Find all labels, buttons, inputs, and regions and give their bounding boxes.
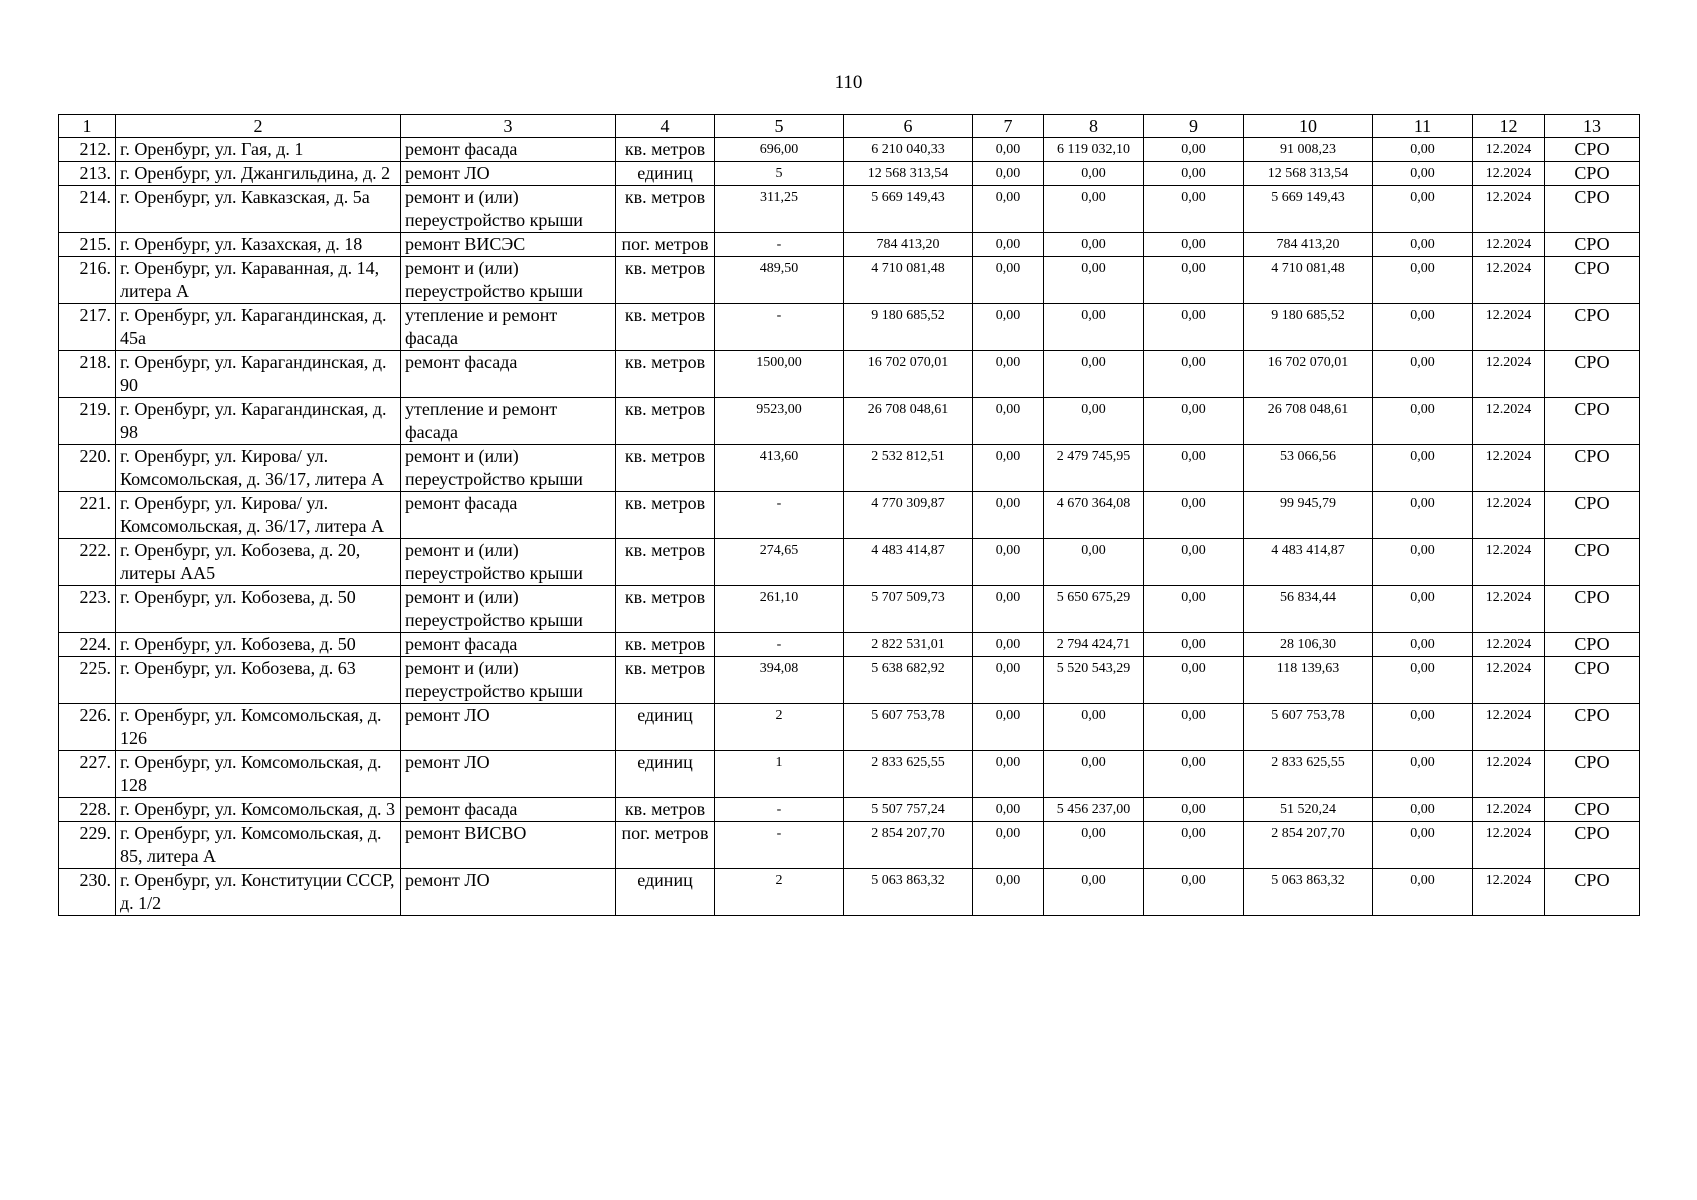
total-cost-cell: 6 210 040,33 [844, 138, 973, 162]
value-cell-col8: 0,00 [1044, 233, 1144, 257]
value-cell-col9: 0,00 [1144, 492, 1244, 539]
unit-cell: кв. метров [616, 398, 715, 445]
total-cost-cell: 4 770 309,87 [844, 492, 973, 539]
value-cell-col7: 0,00 [973, 657, 1044, 704]
value-cell-col11: 0,00 [1373, 233, 1473, 257]
value-cell-col11: 0,00 [1373, 162, 1473, 186]
value-cell-col10: 5 063 863,32 [1244, 869, 1373, 916]
volume-cell: 1 [715, 751, 844, 798]
volume-cell: 696,00 [715, 138, 844, 162]
table-row [59, 445, 1640, 492]
volume-cell: 311,25 [715, 186, 844, 233]
value-cell-col8: 6 119 032,10 [1044, 138, 1144, 162]
value-cell-col10: 53 066,56 [1244, 445, 1373, 492]
work-type-cell: утепление и ремонт фасада [401, 304, 616, 351]
source-cell: СРО [1545, 539, 1640, 586]
work-type-cell: ремонт и (или) переустройство крыши [401, 445, 616, 492]
address-cell: г. Оренбург, ул. Караванная, д. 14, литера А [116, 257, 401, 304]
address-cell: г. Оренбург, ул. Карагандинская, д. 90 [116, 351, 401, 398]
value-cell-col8: 0,00 [1044, 351, 1144, 398]
row-number: 224. [59, 633, 116, 657]
address-cell: г. Оренбург, ул. Джангильдина, д. 2 [116, 162, 401, 186]
value-cell-col10: 12 568 313,54 [1244, 162, 1373, 186]
work-type-cell: ремонт ВИСЭС [401, 233, 616, 257]
source-cell: СРО [1545, 162, 1640, 186]
total-cost-cell: 16 702 070,01 [844, 351, 973, 398]
row-number: 213. [59, 162, 116, 186]
volume-cell: 413,60 [715, 445, 844, 492]
volume-cell: 261,10 [715, 586, 844, 633]
address-cell: г. Оренбург, ул. Комсомольская, д. 3 [116, 798, 401, 822]
work-type-cell: ремонт и (или) переустройство крыши [401, 186, 616, 233]
column-header: 11 [1373, 115, 1473, 138]
value-cell-col8: 2 479 745,95 [1044, 445, 1144, 492]
value-cell-col10: 5 607 753,78 [1244, 704, 1373, 751]
column-header: 2 [116, 115, 401, 138]
table-row [59, 398, 1640, 445]
deadline-cell: 12.2024 [1473, 233, 1545, 257]
unit-cell: кв. метров [616, 657, 715, 704]
work-type-cell: ремонт фасада [401, 351, 616, 398]
work-type-cell: утепление и ремонт фасада [401, 398, 616, 445]
value-cell-col7: 0,00 [973, 704, 1044, 751]
table-row [59, 822, 1640, 869]
column-header: 6 [844, 115, 973, 138]
unit-cell: кв. метров [616, 798, 715, 822]
volume-cell: - [715, 492, 844, 539]
value-cell-col8: 0,00 [1044, 304, 1144, 351]
value-cell-col8: 0,00 [1044, 869, 1144, 916]
value-cell-col9: 0,00 [1144, 657, 1244, 704]
deadline-cell: 12.2024 [1473, 162, 1545, 186]
row-number: 227. [59, 751, 116, 798]
volume-cell: 489,50 [715, 257, 844, 304]
table-row [59, 751, 1640, 798]
value-cell-col8: 4 670 364,08 [1044, 492, 1144, 539]
value-cell-col8: 0,00 [1044, 186, 1144, 233]
value-cell-col10: 99 945,79 [1244, 492, 1373, 539]
unit-cell: кв. метров [616, 445, 715, 492]
value-cell-col11: 0,00 [1373, 657, 1473, 704]
value-cell-col7: 0,00 [973, 233, 1044, 257]
value-cell-col10: 28 106,30 [1244, 633, 1373, 657]
value-cell-col9: 0,00 [1144, 304, 1244, 351]
column-header: 7 [973, 115, 1044, 138]
work-type-cell: ремонт ЛО [401, 751, 616, 798]
volume-cell: - [715, 822, 844, 869]
source-cell: СРО [1545, 704, 1640, 751]
column-header: 4 [616, 115, 715, 138]
value-cell-col9: 0,00 [1144, 822, 1244, 869]
value-cell-col10: 16 702 070,01 [1244, 351, 1373, 398]
value-cell-col9: 0,00 [1144, 398, 1244, 445]
source-cell: СРО [1545, 869, 1640, 916]
work-type-cell: ремонт и (или) переустройство крыши [401, 657, 616, 704]
deadline-cell: 12.2024 [1473, 869, 1545, 916]
value-cell-col8: 5 650 675,29 [1044, 586, 1144, 633]
value-cell-col10: 118 139,63 [1244, 657, 1373, 704]
value-cell-col10: 4 483 414,87 [1244, 539, 1373, 586]
work-type-cell: ремонт ЛО [401, 704, 616, 751]
value-cell-col10: 2 833 625,55 [1244, 751, 1373, 798]
column-header: 8 [1044, 115, 1144, 138]
value-cell-col11: 0,00 [1373, 492, 1473, 539]
address-cell: г. Оренбург, ул. Кобозева, д. 63 [116, 657, 401, 704]
table-row [59, 304, 1640, 351]
volume-cell: 9523,00 [715, 398, 844, 445]
value-cell-col7: 0,00 [973, 138, 1044, 162]
deadline-cell: 12.2024 [1473, 186, 1545, 233]
value-cell-col11: 0,00 [1373, 633, 1473, 657]
column-header: 13 [1545, 115, 1640, 138]
value-cell-col9: 0,00 [1144, 704, 1244, 751]
value-cell-col10: 2 854 207,70 [1244, 822, 1373, 869]
row-number: 215. [59, 233, 116, 257]
value-cell-col8: 0,00 [1044, 162, 1144, 186]
address-cell: г. Оренбург, ул. Комсомольская, д. 126 [116, 704, 401, 751]
deadline-cell: 12.2024 [1473, 351, 1545, 398]
total-cost-cell: 4 710 081,48 [844, 257, 973, 304]
value-cell-col11: 0,00 [1373, 257, 1473, 304]
row-number: 222. [59, 539, 116, 586]
total-cost-cell: 784 413,20 [844, 233, 973, 257]
value-cell-col9: 0,00 [1144, 351, 1244, 398]
work-type-cell: ремонт ВИСВО [401, 822, 616, 869]
unit-cell: единиц [616, 162, 715, 186]
deadline-cell: 12.2024 [1473, 822, 1545, 869]
value-cell-col11: 0,00 [1373, 539, 1473, 586]
work-type-cell: ремонт и (или) переустройство крыши [401, 257, 616, 304]
value-cell-col10: 51 520,24 [1244, 798, 1373, 822]
unit-cell: кв. метров [616, 186, 715, 233]
unit-cell: единиц [616, 704, 715, 751]
unit-cell: кв. метров [616, 351, 715, 398]
work-type-cell: ремонт фасада [401, 138, 616, 162]
deadline-cell: 12.2024 [1473, 445, 1545, 492]
row-number: 226. [59, 704, 116, 751]
total-cost-cell: 12 568 313,54 [844, 162, 973, 186]
total-cost-cell: 4 483 414,87 [844, 539, 973, 586]
value-cell-col11: 0,00 [1373, 586, 1473, 633]
table-row [59, 186, 1640, 233]
work-type-cell: ремонт фасада [401, 492, 616, 539]
value-cell-col11: 0,00 [1373, 138, 1473, 162]
row-number: 217. [59, 304, 116, 351]
unit-cell: единиц [616, 751, 715, 798]
value-cell-col7: 0,00 [973, 539, 1044, 586]
total-cost-cell: 2 822 531,01 [844, 633, 973, 657]
column-header: 12 [1473, 115, 1545, 138]
value-cell-col11: 0,00 [1373, 304, 1473, 351]
row-number: 229. [59, 822, 116, 869]
value-cell-col10: 784 413,20 [1244, 233, 1373, 257]
address-cell: г. Оренбург, ул. Кавказская, д. 5а [116, 186, 401, 233]
value-cell-col7: 0,00 [973, 633, 1044, 657]
address-cell: г. Оренбург, ул. Карагандинская, д. 98 [116, 398, 401, 445]
value-cell-col8: 0,00 [1044, 398, 1144, 445]
value-cell-col11: 0,00 [1373, 751, 1473, 798]
value-cell-col9: 0,00 [1144, 798, 1244, 822]
volume-cell: - [715, 633, 844, 657]
source-cell: СРО [1545, 492, 1640, 539]
address-cell: г. Оренбург, ул. Комсомольская, д. 128 [116, 751, 401, 798]
value-cell-col9: 0,00 [1144, 869, 1244, 916]
source-cell: СРО [1545, 751, 1640, 798]
source-cell: СРО [1545, 822, 1640, 869]
row-number: 219. [59, 398, 116, 445]
value-cell-col11: 0,00 [1373, 798, 1473, 822]
row-number: 228. [59, 798, 116, 822]
value-cell-col8: 0,00 [1044, 257, 1144, 304]
source-cell: СРО [1545, 304, 1640, 351]
work-type-cell: ремонт и (или) переустройство крыши [401, 539, 616, 586]
value-cell-col9: 0,00 [1144, 162, 1244, 186]
value-cell-col9: 0,00 [1144, 233, 1244, 257]
source-cell: СРО [1545, 233, 1640, 257]
value-cell-col10: 9 180 685,52 [1244, 304, 1373, 351]
total-cost-cell: 5 638 682,92 [844, 657, 973, 704]
deadline-cell: 12.2024 [1473, 492, 1545, 539]
unit-cell: кв. метров [616, 492, 715, 539]
unit-cell: кв. метров [616, 539, 715, 586]
total-cost-cell: 5 669 149,43 [844, 186, 973, 233]
value-cell-col8: 5 456 237,00 [1044, 798, 1144, 822]
address-cell: г. Оренбург, ул. Кобозева, д. 50 [116, 633, 401, 657]
value-cell-col9: 0,00 [1144, 445, 1244, 492]
value-cell-col10: 91 008,23 [1244, 138, 1373, 162]
column-header: 3 [401, 115, 616, 138]
total-cost-cell: 5 707 509,73 [844, 586, 973, 633]
total-cost-cell: 9 180 685,52 [844, 304, 973, 351]
source-cell: СРО [1545, 657, 1640, 704]
address-cell: г. Оренбург, ул. Комсомольская, д. 85, литера А [116, 822, 401, 869]
source-cell: СРО [1545, 186, 1640, 233]
column-header: 9 [1144, 115, 1244, 138]
value-cell-col10: 4 710 081,48 [1244, 257, 1373, 304]
row-number: 230. [59, 869, 116, 916]
row-number: 216. [59, 257, 116, 304]
table-row [59, 138, 1640, 162]
table-row [59, 586, 1640, 633]
table-row [59, 657, 1640, 704]
work-type-cell: ремонт фасада [401, 798, 616, 822]
value-cell-col8: 5 520 543,29 [1044, 657, 1144, 704]
header-row [59, 115, 1640, 138]
deadline-cell: 12.2024 [1473, 138, 1545, 162]
address-cell: г. Оренбург, ул. Казахская, д. 18 [116, 233, 401, 257]
table-row [59, 233, 1640, 257]
value-cell-col11: 0,00 [1373, 445, 1473, 492]
volume-cell: 274,65 [715, 539, 844, 586]
value-cell-col7: 0,00 [973, 798, 1044, 822]
unit-cell: единиц [616, 869, 715, 916]
address-cell: г. Оренбург, ул. Гая, д. 1 [116, 138, 401, 162]
column-header: 1 [59, 115, 116, 138]
value-cell-col8: 0,00 [1044, 539, 1144, 586]
row-number: 225. [59, 657, 116, 704]
page-number: 110 [834, 72, 863, 93]
value-cell-col11: 0,00 [1373, 704, 1473, 751]
column-header: 10 [1244, 115, 1373, 138]
deadline-cell: 12.2024 [1473, 539, 1545, 586]
table-row [59, 351, 1640, 398]
total-cost-cell: 2 854 207,70 [844, 822, 973, 869]
value-cell-col11: 0,00 [1373, 822, 1473, 869]
work-type-cell: ремонт ЛО [401, 869, 616, 916]
table-row [59, 704, 1640, 751]
value-cell-col9: 0,00 [1144, 751, 1244, 798]
value-cell-col7: 0,00 [973, 186, 1044, 233]
value-cell-col9: 0,00 [1144, 186, 1244, 233]
address-cell: г. Оренбург, ул. Кобозева, д. 20, литеры АА5 [116, 539, 401, 586]
unit-cell: кв. метров [616, 304, 715, 351]
total-cost-cell: 2 833 625,55 [844, 751, 973, 798]
deadline-cell: 12.2024 [1473, 586, 1545, 633]
volume-cell: 5 [715, 162, 844, 186]
total-cost-cell: 26 708 048,61 [844, 398, 973, 445]
deadline-cell: 12.2024 [1473, 751, 1545, 798]
work-type-cell: ремонт и (или) переустройство крыши [401, 586, 616, 633]
column-header: 5 [715, 115, 844, 138]
row-number: 218. [59, 351, 116, 398]
table-row [59, 633, 1640, 657]
row-number: 220. [59, 445, 116, 492]
value-cell-col9: 0,00 [1144, 586, 1244, 633]
value-cell-col7: 0,00 [973, 398, 1044, 445]
total-cost-cell: 5 607 753,78 [844, 704, 973, 751]
source-cell: СРО [1545, 398, 1640, 445]
value-cell-col10: 56 834,44 [1244, 586, 1373, 633]
deadline-cell: 12.2024 [1473, 798, 1545, 822]
value-cell-col7: 0,00 [973, 162, 1044, 186]
table-body [59, 138, 1640, 916]
unit-cell: пог. метров [616, 233, 715, 257]
value-cell-col7: 0,00 [973, 586, 1044, 633]
deadline-cell: 12.2024 [1473, 633, 1545, 657]
source-cell: СРО [1545, 138, 1640, 162]
source-cell: СРО [1545, 445, 1640, 492]
deadline-cell: 12.2024 [1473, 398, 1545, 445]
source-cell: СРО [1545, 351, 1640, 398]
volume-cell: 2 [715, 704, 844, 751]
work-type-cell: ремонт ЛО [401, 162, 616, 186]
unit-cell: кв. метров [616, 586, 715, 633]
deadline-cell: 12.2024 [1473, 704, 1545, 751]
deadline-cell: 12.2024 [1473, 257, 1545, 304]
value-cell-col11: 0,00 [1373, 186, 1473, 233]
table-row [59, 869, 1640, 916]
total-cost-cell: 5 063 863,32 [844, 869, 973, 916]
value-cell-col10: 26 708 048,61 [1244, 398, 1373, 445]
table-row [59, 492, 1640, 539]
value-cell-col7: 0,00 [973, 351, 1044, 398]
table-row [59, 162, 1640, 186]
value-cell-col7: 0,00 [973, 445, 1044, 492]
total-cost-cell: 2 532 812,51 [844, 445, 973, 492]
source-cell: СРО [1545, 633, 1640, 657]
value-cell-col7: 0,00 [973, 257, 1044, 304]
value-cell-col7: 0,00 [973, 822, 1044, 869]
table-row [59, 257, 1640, 304]
total-cost-cell: 5 507 757,24 [844, 798, 973, 822]
deadline-cell: 12.2024 [1473, 657, 1545, 704]
address-cell: г. Оренбург, ул. Кирова/ ул. Комсомольская, д. 36/17, литера А [116, 492, 401, 539]
value-cell-col8: 2 794 424,71 [1044, 633, 1144, 657]
row-number: 214. [59, 186, 116, 233]
volume-cell: - [715, 304, 844, 351]
value-cell-col7: 0,00 [973, 869, 1044, 916]
unit-cell: кв. метров [616, 257, 715, 304]
source-cell: СРО [1545, 257, 1640, 304]
value-cell-col8: 0,00 [1044, 822, 1144, 869]
table-row [59, 539, 1640, 586]
unit-cell: кв. метров [616, 633, 715, 657]
volume-cell: 394,08 [715, 657, 844, 704]
row-number: 223. [59, 586, 116, 633]
unit-cell: пог. метров [616, 822, 715, 869]
value-cell-col11: 0,00 [1373, 869, 1473, 916]
volume-cell: - [715, 798, 844, 822]
value-cell-col7: 0,00 [973, 492, 1044, 539]
value-cell-col8: 0,00 [1044, 751, 1144, 798]
value-cell-col9: 0,00 [1144, 539, 1244, 586]
source-cell: СРО [1545, 586, 1640, 633]
unit-cell: кв. метров [616, 138, 715, 162]
value-cell-col9: 0,00 [1144, 257, 1244, 304]
address-cell: г. Оренбург, ул. Карагандинская, д. 45а [116, 304, 401, 351]
value-cell-col11: 0,00 [1373, 351, 1473, 398]
work-type-cell: ремонт фасада [401, 633, 616, 657]
value-cell-col8: 0,00 [1044, 704, 1144, 751]
source-cell: СРО [1545, 798, 1640, 822]
address-cell: г. Оренбург, ул. Конституции СССР, д. 1/2 [116, 869, 401, 916]
value-cell-col7: 0,00 [973, 751, 1044, 798]
value-cell-col7: 0,00 [973, 304, 1044, 351]
volume-cell: 2 [715, 869, 844, 916]
value-cell-col10: 5 669 149,43 [1244, 186, 1373, 233]
value-cell-col9: 0,00 [1144, 138, 1244, 162]
row-number: 221. [59, 492, 116, 539]
volume-cell: 1500,00 [715, 351, 844, 398]
address-cell: г. Оренбург, ул. Кобозева, д. 50 [116, 586, 401, 633]
value-cell-col11: 0,00 [1373, 398, 1473, 445]
table-row [59, 798, 1640, 822]
repair-registry-table [58, 114, 1640, 916]
deadline-cell: 12.2024 [1473, 304, 1545, 351]
volume-cell: - [715, 233, 844, 257]
row-number: 212. [59, 138, 116, 162]
address-cell: г. Оренбург, ул. Кирова/ ул. Комсомольская, д. 36/17, литера А [116, 445, 401, 492]
value-cell-col9: 0,00 [1144, 633, 1244, 657]
